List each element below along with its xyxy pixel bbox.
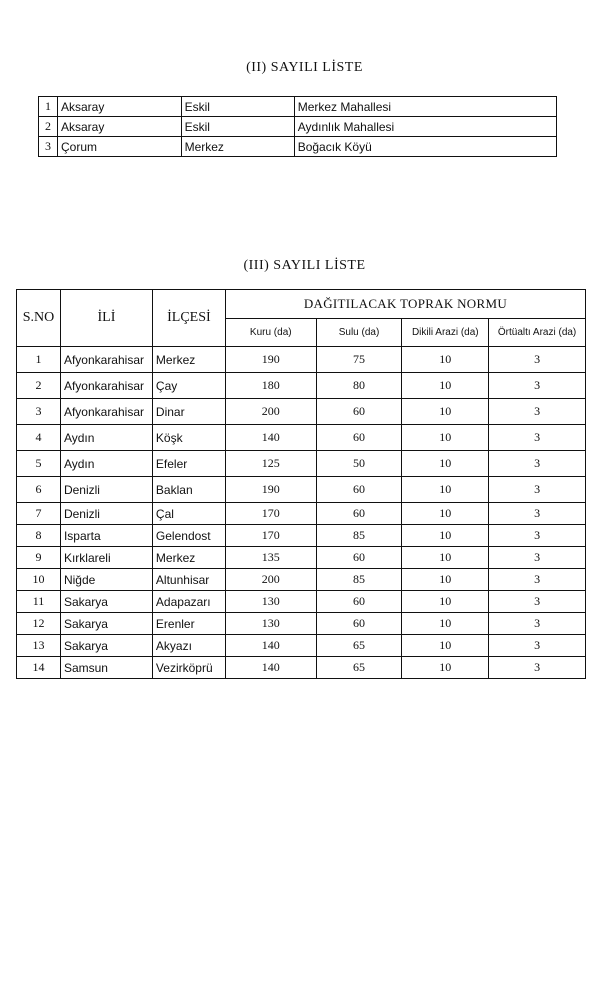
province-cell: Afyonkarahisar [60, 399, 152, 425]
header-ilcesi: İLÇESİ [152, 290, 225, 347]
header-sno: S.NO [17, 290, 61, 347]
table-row [17, 399, 586, 425]
header-sulu: Sulu (da) [316, 319, 402, 347]
row-number: 2 [39, 117, 58, 137]
district-cell: Çay [152, 373, 225, 399]
ortualti-cell: 3 [489, 657, 586, 679]
table-row [17, 657, 586, 679]
sulu-cell: 60 [316, 425, 402, 451]
district-cell: Eskil [181, 97, 294, 117]
sulu-cell: 60 [316, 591, 402, 613]
sulu-cell: 60 [316, 503, 402, 525]
row-number: 12 [17, 613, 61, 635]
row-number: 11 [17, 591, 61, 613]
kuru-cell: 130 [225, 613, 316, 635]
kuru-cell: 190 [225, 347, 316, 373]
ortualti-cell: 3 [489, 451, 586, 477]
header-kuru: Kuru (da) [225, 319, 316, 347]
ortualti-cell: 3 [489, 547, 586, 569]
province-cell: Denizli [60, 503, 152, 525]
ortualti-cell: 3 [489, 425, 586, 451]
list3-table [16, 289, 586, 679]
province-cell: Aksaray [58, 117, 182, 137]
table-row [17, 635, 586, 657]
dikili-cell: 10 [402, 635, 489, 657]
sulu-cell: 75 [316, 347, 402, 373]
row-number: 1 [39, 97, 58, 117]
table-row [17, 425, 586, 451]
district-cell: Akyazı [152, 635, 225, 657]
row-number: 8 [17, 525, 61, 547]
dikili-cell: 10 [402, 373, 489, 399]
district-cell: Çal [152, 503, 225, 525]
sulu-cell: 60 [316, 547, 402, 569]
province-cell: Afyonkarahisar [60, 373, 152, 399]
table-row [39, 97, 557, 117]
province-cell: Afyonkarahisar [60, 347, 152, 373]
dikili-cell: 10 [402, 503, 489, 525]
table-row [17, 547, 586, 569]
location-cell: Aydınlık Mahallesi [294, 117, 556, 137]
dikili-cell: 10 [402, 477, 489, 503]
dikili-cell: 10 [402, 591, 489, 613]
list2-table-body [39, 97, 557, 157]
table-row [39, 117, 557, 137]
dikili-cell: 10 [402, 347, 489, 373]
sulu-cell: 80 [316, 373, 402, 399]
dikili-cell: 10 [402, 569, 489, 591]
sulu-cell: 85 [316, 525, 402, 547]
province-cell: Samsun [60, 657, 152, 679]
ortualti-cell: 3 [489, 525, 586, 547]
dikili-cell: 10 [402, 613, 489, 635]
table-row [17, 503, 586, 525]
district-cell: Merkez [181, 137, 294, 157]
kuru-cell: 140 [225, 657, 316, 679]
province-cell: Denizli [60, 477, 152, 503]
district-cell: Altunhisar [152, 569, 225, 591]
header-ili: İLİ [60, 290, 152, 347]
sulu-cell: 85 [316, 569, 402, 591]
kuru-cell: 180 [225, 373, 316, 399]
ortualti-cell: 3 [489, 635, 586, 657]
dikili-cell: 10 [402, 525, 489, 547]
sulu-cell: 60 [316, 613, 402, 635]
kuru-cell: 170 [225, 525, 316, 547]
table-row [17, 569, 586, 591]
list2-title: (II) SAYILI LİSTE [246, 60, 363, 75]
list3-title: (III) SAYILI LİSTE [243, 258, 366, 273]
kuru-cell: 125 [225, 451, 316, 477]
sulu-cell: 60 [316, 399, 402, 425]
kuru-cell: 140 [225, 425, 316, 451]
table-row [17, 451, 586, 477]
kuru-cell: 135 [225, 547, 316, 569]
district-cell: Vezirköprü [152, 657, 225, 679]
table-row [17, 591, 586, 613]
row-number: 10 [17, 569, 61, 591]
kuru-cell: 130 [225, 591, 316, 613]
district-cell: Gelendost [152, 525, 225, 547]
province-cell: Isparta [60, 525, 152, 547]
table-row [17, 613, 586, 635]
sulu-cell: 65 [316, 657, 402, 679]
province-cell: Aydın [60, 451, 152, 477]
table-row [17, 347, 586, 373]
location-cell: Boğacık Köyü [294, 137, 556, 157]
district-cell: Erenler [152, 613, 225, 635]
dikili-cell: 10 [402, 399, 489, 425]
ortualti-cell: 3 [489, 477, 586, 503]
province-cell: Niğde [60, 569, 152, 591]
sulu-cell: 50 [316, 451, 402, 477]
ortualti-cell: 3 [489, 503, 586, 525]
dikili-cell: 10 [402, 657, 489, 679]
district-cell: Adapazarı [152, 591, 225, 613]
dikili-cell: 10 [402, 547, 489, 569]
kuru-cell: 170 [225, 503, 316, 525]
row-number: 9 [17, 547, 61, 569]
location-cell: Merkez Mahallesi [294, 97, 556, 117]
table-row [39, 137, 557, 157]
row-number: 14 [17, 657, 61, 679]
row-number: 3 [17, 399, 61, 425]
province-cell: Kırklareli [60, 547, 152, 569]
table-row [17, 373, 586, 399]
province-cell: Aksaray [58, 97, 182, 117]
table-row [17, 525, 586, 547]
province-cell: Aydın [60, 425, 152, 451]
kuru-cell: 140 [225, 635, 316, 657]
list3-table-body [17, 347, 586, 679]
district-cell: Merkez [152, 547, 225, 569]
province-cell: Sakarya [60, 591, 152, 613]
ortualti-cell: 3 [489, 347, 586, 373]
dikili-cell: 10 [402, 451, 489, 477]
row-number: 2 [17, 373, 61, 399]
district-cell: Merkez [152, 347, 225, 373]
table-row [17, 477, 586, 503]
province-cell: Sakarya [60, 635, 152, 657]
ortualti-cell: 3 [489, 569, 586, 591]
district-cell: Dinar [152, 399, 225, 425]
list2-table [38, 96, 557, 157]
ortualti-cell: 3 [489, 399, 586, 425]
province-cell: Sakarya [60, 613, 152, 635]
row-number: 6 [17, 477, 61, 503]
header-toprak-normu: DAĞITILACAK TOPRAK NORMU [225, 290, 585, 319]
ortualti-cell: 3 [489, 373, 586, 399]
district-cell: Efeler [152, 451, 225, 477]
district-cell: Eskil [181, 117, 294, 137]
ortualti-cell: 3 [489, 591, 586, 613]
row-number: 5 [17, 451, 61, 477]
list3-table-header [17, 290, 586, 347]
sulu-cell: 65 [316, 635, 402, 657]
row-number: 7 [17, 503, 61, 525]
district-cell: Baklan [152, 477, 225, 503]
kuru-cell: 200 [225, 399, 316, 425]
kuru-cell: 190 [225, 477, 316, 503]
kuru-cell: 200 [225, 569, 316, 591]
row-number: 3 [39, 137, 58, 157]
sulu-cell: 60 [316, 477, 402, 503]
row-number: 1 [17, 347, 61, 373]
header-ortualti: Örtüaltı Arazi (da) [489, 319, 586, 347]
header-dikili: Dikili Arazi (da) [402, 319, 489, 347]
district-cell: Köşk [152, 425, 225, 451]
row-number: 4 [17, 425, 61, 451]
row-number: 13 [17, 635, 61, 657]
ortualti-cell: 3 [489, 613, 586, 635]
dikili-cell: 10 [402, 425, 489, 451]
province-cell: Çorum [58, 137, 182, 157]
